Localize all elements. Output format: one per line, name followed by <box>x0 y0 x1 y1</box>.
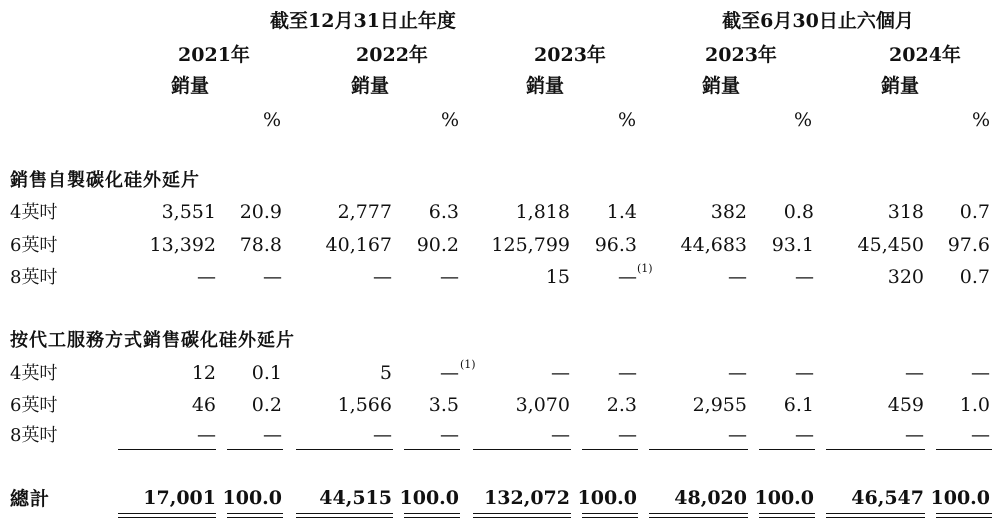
row-label: 4英吋 <box>10 202 58 223</box>
cell-volume: 5 <box>379 362 392 384</box>
volume-header-2023: 銷量 <box>525 75 565 97</box>
cell-percent: 97.6 <box>947 234 990 256</box>
cell-percent: 93.1 <box>771 234 814 256</box>
total-percent: 100.0 <box>577 487 637 509</box>
row-label: 8英吋 <box>10 425 58 446</box>
total-percent: 100.0 <box>754 487 814 509</box>
cell-volume: 320 <box>887 266 924 288</box>
cell-volume: 40,167 <box>325 234 392 256</box>
total-percent: 100.0 <box>222 487 282 509</box>
footnote-marker: (1) <box>637 262 653 275</box>
cell-percent: — <box>618 266 637 288</box>
total-double-rule <box>936 513 992 518</box>
volume-header-2024-h1: 銷量 <box>880 75 920 97</box>
percent-header-2023: % <box>617 109 637 131</box>
subtotal-rule <box>227 449 283 450</box>
cell-volume: — <box>728 424 747 446</box>
year-header-2023-h1: 2023年 <box>705 44 777 66</box>
cell-percent: — <box>440 362 459 384</box>
cell-percent: 0.1 <box>251 362 282 384</box>
cell-percent: — <box>971 424 990 446</box>
cell-percent: 2.3 <box>606 394 637 416</box>
cell-percent: — <box>795 266 814 288</box>
cell-percent: — <box>795 362 814 384</box>
cell-percent: 6.1 <box>783 394 814 416</box>
row-label: 4英吋 <box>10 363 58 384</box>
cell-volume: 459 <box>887 394 924 416</box>
cell-volume: 3,551 <box>161 201 216 223</box>
cell-volume: — <box>551 424 570 446</box>
total-double-rule <box>227 513 283 518</box>
cell-volume: — <box>373 424 392 446</box>
cell-volume: 382 <box>710 201 747 223</box>
cell-percent: 1.0 <box>959 394 990 416</box>
cell-volume: — <box>728 266 747 288</box>
cell-volume: — <box>373 266 392 288</box>
cell-volume: 125,799 <box>491 234 570 256</box>
cell-volume: — <box>551 362 570 384</box>
row-label: 6英吋 <box>10 395 58 416</box>
row-label: 8英吋 <box>10 267 58 288</box>
cell-volume: 1,818 <box>515 201 570 223</box>
total-percent: 100.0 <box>399 487 459 509</box>
total-double-rule <box>759 513 815 518</box>
total-double-rule <box>473 513 571 518</box>
cell-volume: 2,777 <box>337 201 392 223</box>
percent-header-2022: % <box>440 109 460 131</box>
cell-percent: — <box>795 424 814 446</box>
total-volume: 132,072 <box>484 487 570 509</box>
subtotal-rule <box>936 449 992 450</box>
cell-volume: 46 <box>191 394 216 416</box>
cell-percent: 0.7 <box>959 266 990 288</box>
cell-volume: 1,566 <box>337 394 392 416</box>
total-label: 總計 <box>10 488 51 510</box>
cell-percent: 20.9 <box>239 201 282 223</box>
total-percent: 100.0 <box>930 487 990 509</box>
cell-volume: 2,955 <box>692 394 747 416</box>
cell-volume: — <box>905 424 924 446</box>
cell-percent: 90.2 <box>416 234 459 256</box>
total-volume: 44,515 <box>319 487 392 509</box>
section-title-self-produced: 銷售自製碳化硅外延片 <box>10 170 200 191</box>
volume-header-2023-h1: 銷量 <box>701 75 741 97</box>
cell-percent: — <box>971 362 990 384</box>
percent-header-2023-h1: % <box>793 109 813 131</box>
cell-volume: — <box>905 362 924 384</box>
total-double-rule <box>404 513 460 518</box>
footnote-marker: (1) <box>460 358 476 371</box>
cell-percent: — <box>440 266 459 288</box>
total-double-rule <box>826 513 925 518</box>
subtotal-rule <box>759 449 815 450</box>
cell-volume: — <box>197 266 216 288</box>
subtotal-rule <box>582 449 638 450</box>
cell-percent: — <box>618 424 637 446</box>
subtotal-rule <box>473 449 571 450</box>
subtotal-rule <box>649 449 748 450</box>
cell-percent: 0.2 <box>251 394 282 416</box>
total-volume: 46,547 <box>851 487 924 509</box>
row-label: 6英吋 <box>10 235 58 256</box>
cell-percent: 0.7 <box>959 201 990 223</box>
year-header-2024-h1: 2024年 <box>889 44 961 66</box>
cell-volume: 13,392 <box>149 234 216 256</box>
volume-header-2021: 銷量 <box>170 75 210 97</box>
cell-percent: — <box>440 424 459 446</box>
subtotal-rule <box>826 449 925 450</box>
cell-volume: 318 <box>887 201 924 223</box>
total-double-rule <box>649 513 748 518</box>
total-double-rule <box>118 513 216 518</box>
cell-volume: 15 <box>545 266 570 288</box>
subtotal-rule <box>118 449 216 450</box>
cell-percent: 6.3 <box>428 201 459 223</box>
cell-percent: — <box>263 266 282 288</box>
percent-header-2021: % <box>262 109 282 131</box>
period-annual-header: 截至12月31日止年度 <box>270 10 456 32</box>
year-header-2022: 2022年 <box>356 44 428 66</box>
cell-percent: 0.8 <box>783 201 814 223</box>
cell-percent: 1.4 <box>606 201 637 223</box>
total-volume: 48,020 <box>674 487 747 509</box>
total-double-rule <box>582 513 638 518</box>
cell-percent: 96.3 <box>594 234 637 256</box>
cell-percent: 78.8 <box>239 234 282 256</box>
cell-percent: — <box>618 362 637 384</box>
cell-volume: 45,450 <box>857 234 924 256</box>
percent-header-2024-h1: % <box>971 109 991 131</box>
cell-volume: 3,070 <box>515 394 570 416</box>
subtotal-rule <box>296 449 393 450</box>
section-title-foundry-service: 按代工服務方式銷售碳化硅外延片 <box>10 330 295 351</box>
period-half-header: 截至6月30日止六個月 <box>722 10 914 32</box>
year-header-2023: 2023年 <box>534 44 606 66</box>
cell-volume: 44,683 <box>680 234 747 256</box>
cell-volume: 12 <box>191 362 216 384</box>
cell-percent: 3.5 <box>428 394 459 416</box>
cell-percent: — <box>263 424 282 446</box>
total-double-rule <box>296 513 393 518</box>
volume-header-2022: 銷量 <box>350 75 390 97</box>
year-header-2021: 2021年 <box>178 44 250 66</box>
cell-volume: — <box>197 424 216 446</box>
cell-volume: — <box>728 362 747 384</box>
total-volume: 17,001 <box>143 487 216 509</box>
subtotal-rule <box>404 449 460 450</box>
